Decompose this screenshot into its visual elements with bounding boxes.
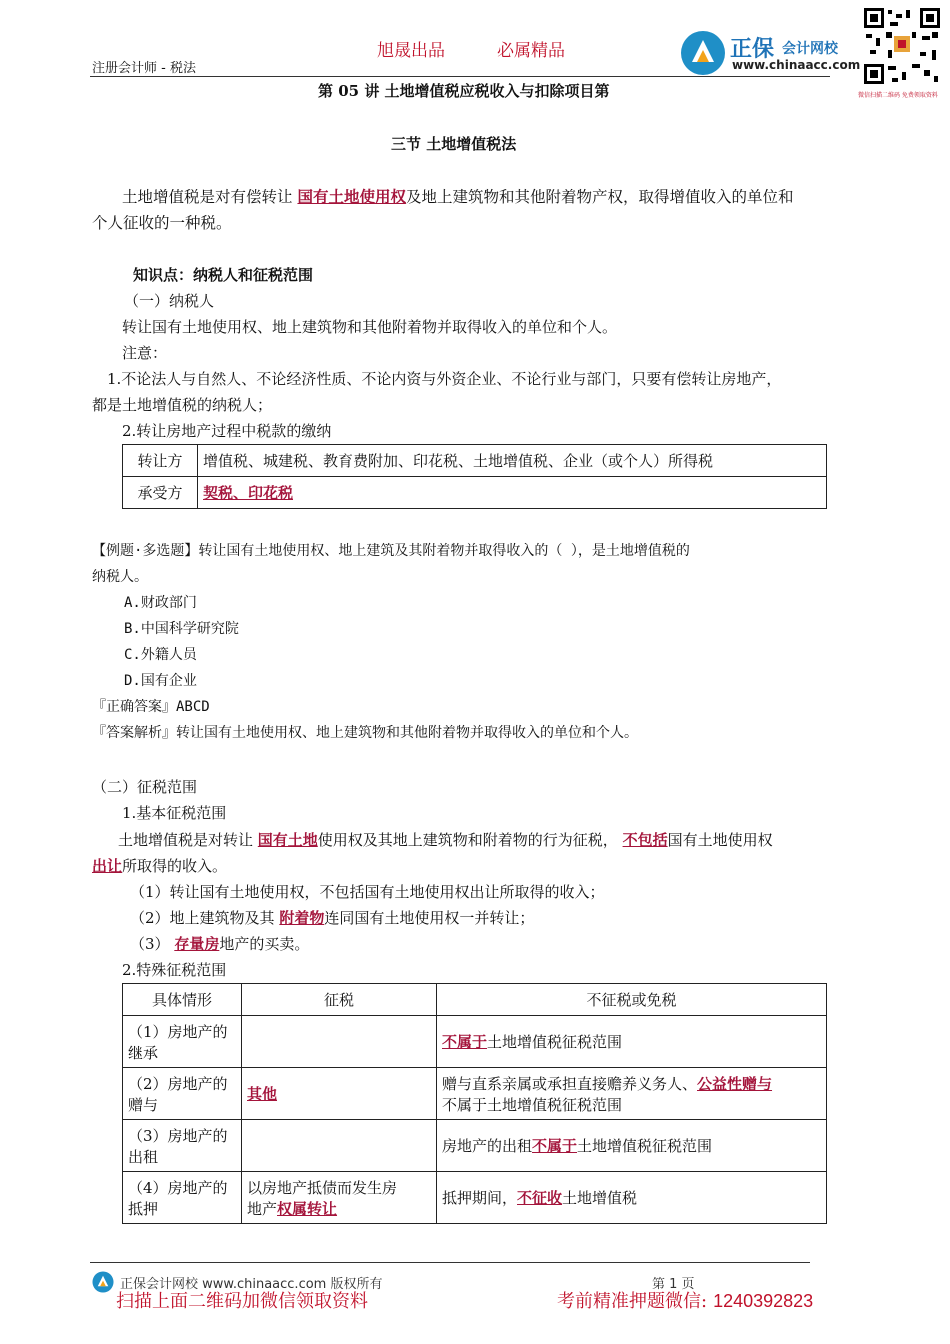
case-cell: （1）房地产的继承 bbox=[123, 1016, 242, 1068]
taxes-cell bbox=[198, 477, 827, 509]
column-header: 具体情形 bbox=[123, 984, 242, 1016]
taxpayer-heading: （一）纳税人 bbox=[124, 292, 215, 310]
option-b: B.中国科学研究院 bbox=[124, 621, 239, 637]
taxpayer-definition: 转让国有土地使用权、地上建筑物和其他附着物并取得收入的单位和个人。 bbox=[122, 318, 618, 336]
highlight: 其他 bbox=[247, 1085, 278, 1103]
intro-line-2: 个人征收的一种税。 bbox=[92, 214, 232, 232]
table-row bbox=[123, 1068, 827, 1120]
table-header-row bbox=[123, 984, 827, 1016]
option-d: D.国有企业 bbox=[124, 673, 197, 689]
taxes-cell: 增值税、城建税、教育费附加、印花税、土地增值税、企业（或个人）所得税 bbox=[198, 445, 827, 477]
brand-url: www.chinaacc.com bbox=[732, 58, 861, 72]
text: 所取得的收入。 bbox=[122, 857, 228, 875]
tax-cell bbox=[242, 1172, 437, 1224]
highlight: 出让 bbox=[92, 857, 123, 875]
text: 使用权及其地上建筑物和附着物的行为征税， bbox=[317, 831, 623, 849]
text: 抵押期间， bbox=[442, 1189, 518, 1207]
text: 不属于土地增值税征税范围 bbox=[442, 1095, 623, 1114]
highlight: 不属于 bbox=[532, 1137, 578, 1155]
tax-cell bbox=[242, 1016, 437, 1068]
slogan-2: 必属精品 bbox=[497, 41, 565, 61]
highlight: 不征收 bbox=[517, 1189, 563, 1207]
notax-cell bbox=[437, 1068, 827, 1120]
scope-item-1: （1）转让国有土地使用权，不包括国有土地使用权出让所取得的收入； bbox=[130, 883, 605, 901]
highlight: 不属于 bbox=[442, 1033, 488, 1051]
correct-answer: 『正确答案』ABCD bbox=[92, 699, 210, 715]
example-question-line-2: 纳税人。 bbox=[92, 569, 148, 585]
brand-logo bbox=[680, 30, 860, 76]
intro-pre: 土地增值税是对有偿转让 bbox=[122, 188, 298, 206]
promo-wechat-id: 1240392823 bbox=[713, 1291, 814, 1311]
footer-logo-icon bbox=[92, 1271, 114, 1293]
brand-name: 正保 bbox=[730, 37, 775, 62]
note-2: 2.转让房地产过程中税款的缴纳 bbox=[122, 422, 332, 440]
header-rule bbox=[90, 76, 830, 77]
text: （3） bbox=[130, 935, 175, 953]
tax-cell bbox=[242, 1068, 437, 1120]
page-number: 第 1 页 bbox=[652, 1277, 695, 1292]
special-scope-heading: 2.特殊征税范围 bbox=[122, 961, 227, 979]
promo-right-label: 考前精准押题微信: bbox=[557, 1291, 708, 1312]
special-scope-table bbox=[122, 983, 827, 1224]
text: 土地增值税征税范围 bbox=[577, 1137, 713, 1155]
text: 地产的买卖。 bbox=[219, 935, 310, 953]
footer-copyright: 正保会计网校 www.chinaacc.com 版权所有 bbox=[120, 1277, 383, 1292]
note-label: 注意： bbox=[122, 344, 168, 362]
table-row bbox=[123, 445, 827, 477]
basic-scope-line-1 bbox=[118, 829, 773, 850]
header-left-label: 注册会计师 - 税法 bbox=[92, 61, 196, 76]
party-cell: 承受方 bbox=[123, 477, 198, 509]
qr-code-icon bbox=[862, 6, 942, 86]
text: 土地增值税是对转让 bbox=[118, 831, 258, 849]
intro-post: 及地上建筑物和其他附着物产权，取得增值收入的单位和 bbox=[405, 188, 794, 206]
text: 连同国有土地使用权一并转让； bbox=[324, 909, 535, 927]
case-cell: （3）房地产的出租 bbox=[123, 1120, 242, 1172]
table-row bbox=[123, 477, 827, 509]
knowledge-point-title: 知识点：纳税人和征税范围 bbox=[133, 266, 314, 284]
section-title: 三节 土地增值税法 bbox=[391, 135, 517, 153]
payment-table bbox=[122, 444, 827, 509]
text: 赠与直系亲属或承担直接赡养义务人、 bbox=[442, 1074, 698, 1093]
text: 以房地产抵债而发生房 bbox=[247, 1178, 398, 1197]
table-row bbox=[123, 1120, 827, 1172]
promo-left: 扫描上面二维码加微信领取资料 bbox=[116, 1291, 368, 1312]
case-cell: （2）房地产的赠与 bbox=[123, 1068, 242, 1120]
brand-sub: 会计网校 bbox=[782, 41, 838, 57]
note-1-line-2: 都是土地增值税的纳税人； bbox=[92, 396, 273, 414]
column-header: 不征税或免税 bbox=[437, 984, 827, 1016]
qr-code[interactable] bbox=[858, 6, 942, 99]
text: 国有土地使用权 bbox=[667, 831, 773, 849]
option-c: C.外籍人员 bbox=[124, 647, 197, 663]
scope-item-3 bbox=[130, 933, 309, 954]
text: （2）地上建筑物及其 bbox=[130, 909, 280, 927]
promo-right bbox=[557, 1287, 813, 1313]
highlight: 公益性赠与 bbox=[697, 1074, 773, 1093]
option-a: A.财政部门 bbox=[124, 595, 197, 611]
slogan-1: 旭晟出品 bbox=[377, 41, 445, 61]
party-cell: 转让方 bbox=[123, 445, 198, 477]
notax-cell bbox=[437, 1120, 827, 1172]
highlight: 附着物 bbox=[279, 909, 325, 927]
highlight: 权属转让 bbox=[277, 1199, 338, 1218]
intro-line-1 bbox=[122, 185, 793, 207]
table-row bbox=[123, 1016, 827, 1068]
notax-cell bbox=[437, 1016, 827, 1068]
basic-scope-line-2 bbox=[92, 855, 227, 876]
scope-heading: （二）征税范围 bbox=[92, 778, 198, 796]
table-row bbox=[123, 1172, 827, 1224]
highlight: 存量房 bbox=[174, 935, 220, 953]
text: 土地增值税 bbox=[562, 1189, 638, 1207]
scope-item-2 bbox=[130, 907, 534, 928]
text: 土地增值税征税范围 bbox=[487, 1033, 623, 1051]
footer-rule bbox=[90, 1262, 810, 1263]
note-1-line-1: 1.不论法人与自然人、不论经济性质、不论内资与外资企业、不论行业与部门，只要有偿转让房地产， bbox=[107, 370, 782, 388]
case-cell: （4）房地产的抵押 bbox=[123, 1172, 242, 1224]
highlight: 国有土地 bbox=[257, 831, 318, 849]
tax-cell bbox=[242, 1120, 437, 1172]
intro-highlight: 国有土地使用权 bbox=[297, 187, 406, 206]
basic-scope-heading: 1.基本征税范围 bbox=[122, 804, 227, 822]
page-title: 第 05 讲 土地增值税应税收入与扣除项目第 bbox=[318, 82, 610, 100]
example-question-line-1: 【例题·多选题】转让国有土地使用权、地上建筑及其附着物并取得收入的（ ），是土地增值税的 bbox=[92, 543, 690, 559]
highlight: 不包括 bbox=[622, 831, 668, 849]
brand-logo-icon bbox=[680, 30, 726, 76]
notax-cell bbox=[437, 1172, 827, 1224]
qr-caption: 微信扫描二维码 免费领取资料 bbox=[858, 92, 938, 99]
text: 房地产的出租 bbox=[442, 1137, 533, 1155]
taxes-highlight: 契税、印花税 bbox=[203, 484, 294, 502]
column-header: 征税 bbox=[242, 984, 437, 1016]
answer-analysis: 『答案解析』转让国有土地使用权、地上建筑物和其他附着物并取得收入的单位和个人。 bbox=[92, 725, 638, 741]
text: 地产 bbox=[247, 1199, 278, 1218]
